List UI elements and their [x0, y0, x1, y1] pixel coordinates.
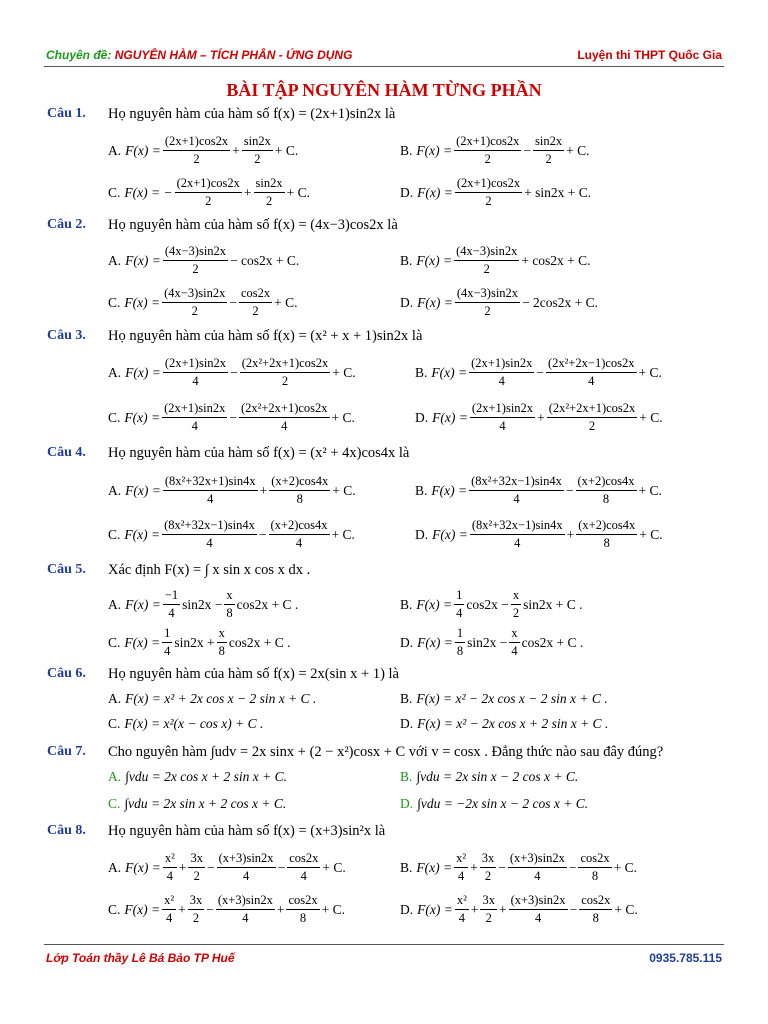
- q7-option-a: A. ∫vdu = 2x cos x + 2 sin x + C.: [108, 769, 287, 784]
- q7-option-d: D. ∫vdu = −2x sin x − 2 cos x + C.: [400, 796, 589, 811]
- q1-option-d: D. F(x) = $\frac{(2x+1)\cos 2x}{2}$ + sin2x + C.: [400, 176, 592, 208]
- q1-option-b: B. F(x) = $\frac{(2x+1)\cos 2x}{2}$ − $\frac{\sin 2x}{2}$ + C.: [400, 134, 590, 166]
- q1-number: Câu 1.: [47, 106, 86, 121]
- q8-option-d: D. F(x) = $\frac{\text{x²}}{4}$ + $\frac{3x}{2}$ + $\frac{(x+3)\sin 2x}{4}$ − $\frac{\cos 2x}{8}$ + C.: [400, 893, 638, 925]
- q1-text: Họ nguyên hàm của hàm số f(x) = (2x+1)sin2x là: [108, 106, 396, 122]
- q8-option-b: B. F(x) = $\frac{\text{x²}}{4}$ + $\frac{3x}{2}$ − $\frac{(x+3)\sin 2x}{4}$ − $\frac{\cos 2x}{8}$ + C.: [400, 851, 637, 883]
- page-header: [44, 44, 724, 67]
- q5-option-d: D. F(x) = $\frac{1}{8}$ sin2x − $\frac{x}{4}$ cos2x + C .: [400, 626, 584, 658]
- q3-option-c: C. F(x) = $\frac{(2x+1)\sin 2x}{4}$ − $\frac{\text{(2x²+2x+1)cos2x}}{4}$ + C.: [108, 401, 355, 433]
- header-topic: Chuyên đề: NGUYÊN HÀM – TÍCH PHÂN - ỨNG DỤNG: [46, 48, 353, 62]
- q3-option-a: A. F(x) = $\frac{(2x+1)\sin 2x}{4}$ − $\frac{\text{(2x²+2x+1)cos2x}}{2}$ + C.: [108, 356, 356, 388]
- page-footer: [44, 944, 724, 967]
- header-right: Luyện thi THPT Quốc Gia: [577, 48, 722, 62]
- q6-option-d: D. F(x) = x² − 2x cos x + 2 sin x + C .: [400, 716, 609, 731]
- q3-option-b: B. F(x) = $\frac{(2x+1)\sin 2x}{4}$ − $\frac{\text{(2x²+2x−1)cos2x}}{4}$ + C.: [415, 356, 662, 388]
- q7-option-c: C. ∫vdu = 2x sin x + 2 cos x + C.: [108, 796, 287, 811]
- q7-text: Cho nguyên hàm ∫udv = 2x sinx + (2 − x²)cosx + C với v = cosx . Đẳng thức nào sau đây đúng?: [108, 744, 664, 760]
- q3-text: Họ nguyên hàm của hàm số f(x) = (x² + x + 1)sin2x là: [108, 328, 423, 344]
- q6-number: Câu 6.: [47, 666, 86, 681]
- q6-option-a: A. F(x) = x² + 2x cos x − 2 sin x + C .: [108, 691, 317, 706]
- q2-option-d: D. F(x) = $\frac{(4x-3)\sin 2x}{2}$ − 2cos2x + C.: [400, 286, 599, 318]
- q6-option-b: B. F(x) = x² − 2x cos x − 2 sin x + C .: [400, 691, 608, 706]
- q7-number: Câu 7.: [47, 744, 86, 759]
- q8-number: Câu 8.: [47, 823, 86, 838]
- q4-option-a: A. F(x) = $\frac{\text{(8x²+32x+1)sin4x}}{4}$ + $\frac{(x+2)\cos 4x}{8}$ + C.: [108, 474, 356, 506]
- page-title: BÀI TẬP NGUYÊN HÀM TỪNG PHẦN: [226, 80, 542, 100]
- q5-text: Xác định F(x) = ∫ x sin x cos x dx .: [108, 562, 311, 578]
- q3-option-d: D. F(x) = $\frac{(2x+1)\sin 2x}{4}$ + $\frac{\text{(2x²+2x+1)cos2x}}{2}$ + C.: [415, 401, 663, 433]
- q4-number: Câu 4.: [47, 445, 86, 460]
- q5-option-a: A. F(x) = $\frac{-1}{4}$ sin2x − $\frac{x}{8}$ cos2x + C .: [108, 588, 299, 620]
- q2-number: Câu 2.: [47, 217, 86, 232]
- footer-left: Lớp Toán thầy Lê Bá Bảo TP Huế: [46, 951, 235, 965]
- q4-text: Họ nguyên hàm của hàm số f(x) = (x² + 4x)cos4x là: [108, 445, 410, 461]
- q8-text: Họ nguyên hàm của hàm số f(x) = (x+3)sin²x là: [108, 823, 386, 839]
- q5-number: Câu 5.: [47, 562, 86, 577]
- q5-option-b: B. F(x) = $\frac{1}{4}$ cos2x − $\frac{x}{2}$ sin2x + C .: [400, 588, 583, 620]
- q4-option-c: C. F(x) = $\frac{\text{(8x²+32x−1)sin4x}}{4}$ − $\frac{(x+2)\cos 4x}{4}$ + C.: [108, 518, 355, 550]
- q2-text: Họ nguyên hàm của hàm số f(x) = (4x−3)cos2x là: [108, 217, 398, 233]
- q7-option-b: B. ∫vdu = 2x sin x − 2 cos x + C.: [400, 769, 579, 784]
- q6-text: Họ nguyên hàm của hàm số f(x) = 2x(sin x + 1) là: [108, 666, 399, 682]
- q3-number: Câu 3.: [47, 328, 86, 343]
- q1-option-c: C. F(x) = − $\frac{(2x+1)\cos 2x}{2}$ + $\frac{\sin 2x}{2}$ + C.: [108, 176, 310, 208]
- q1-option-a: A. F(x) = $\frac{(2x+1)\cos 2x}{2}$ + $\frac{\sin 2x}{2}$ + C.: [108, 134, 299, 166]
- q5-option-c: C. F(x) = $\frac{1}{4}$ sin2x + $\frac{x}{8}$ cos2x + C .: [108, 626, 291, 658]
- q8-option-a: A. F(x) = $\frac{\text{x²}}{4}$ + $\frac{3x}{2}$ − $\frac{(x+3)\sin 2x}{4}$ − $\frac{\cos 2x}{4}$ + C.: [108, 851, 346, 883]
- q2-option-c: C. F(x) = $\frac{(4x-3)\sin 2x}{2}$ − $\frac{\cos 2x}{2}$ + C.: [108, 286, 298, 318]
- q2-option-a: A. F(x) = $\frac{(4x-3)\sin 2x}{2}$ − cos2x + C.: [108, 244, 300, 276]
- q2-option-b: B. F(x) = $\frac{(4x-3)\sin 2x}{2}$ + cos2x + C.: [400, 244, 591, 276]
- q4-option-b: B. F(x) = $\frac{\text{(8x²+32x−1)sin4x}}{4}$ − $\frac{(x+2)\cos 4x}{8}$ + C.: [415, 474, 662, 506]
- footer-phone: 0935.785.115: [649, 951, 722, 965]
- q6-option-c: C. F(x) = x²(x − cos x) + C .: [108, 716, 264, 731]
- q4-option-d: D. F(x) = $\frac{\text{(8x²+32x−1)sin4x}}{4}$ + $\frac{(x+2)\cos 4x}{8}$ + C.: [415, 518, 663, 550]
- q8-option-c: C. F(x) = $\frac{\text{x²}}{4}$ + $\frac{3x}{2}$ − $\frac{(x+3)\sin 2x}{4}$ + $\frac{\cos 2x}{8}$ + C.: [108, 893, 345, 925]
